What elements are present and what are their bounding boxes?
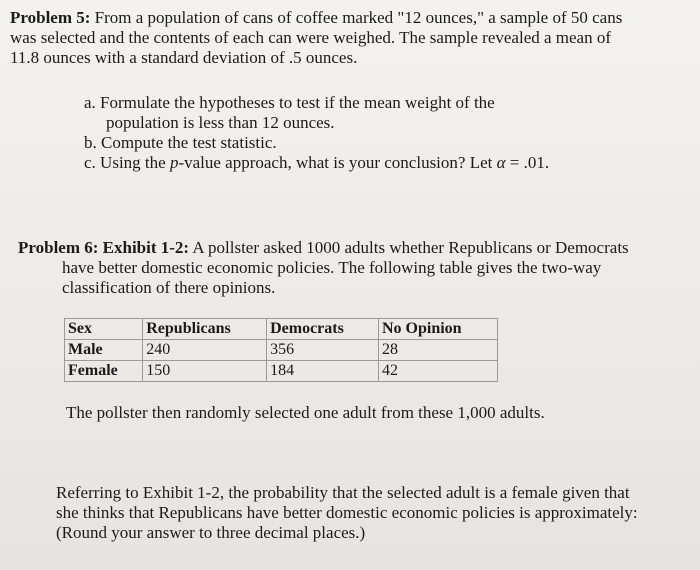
part-b: b. Compute the test statistic.: [84, 133, 277, 152]
problem-5-title: Problem 5:: [10, 8, 91, 27]
opinion-table: [64, 318, 498, 382]
part-c: c. Using the p-value approach, what is your conclusion? Let α = .01.: [84, 153, 550, 172]
question-line-2: she thinks that Republicans have better domestic economic policies is approximately:: [56, 503, 638, 522]
table-header-row: [65, 319, 498, 340]
header-republicans: Republicans: [143, 319, 267, 340]
header-no-opinion: No Opinion: [378, 319, 497, 340]
cell-male-no-opinion: 28: [378, 340, 497, 361]
problem-5-parts: [84, 93, 684, 173]
problem-6-title: Problem 6: Exhibit 1-2:: [18, 238, 190, 257]
cell-male-republicans: 240: [143, 340, 267, 361]
problem-6-line-2: have better domestic economic policies. The following table gives the two-way: [62, 258, 602, 277]
problem-6-statement: [18, 238, 688, 298]
part-a-line-2: population is less than 12 ounces.: [106, 113, 335, 132]
question-text: [56, 483, 676, 543]
problem-5-statement: [10, 8, 690, 68]
table-row: [65, 340, 498, 361]
header-democrats: Democrats: [267, 319, 379, 340]
table-row: [65, 361, 498, 382]
row-label-female: Female: [65, 361, 143, 382]
question-line-1: Referring to Exhibit 1-2, the probability that the selected adult is a female given that: [56, 483, 630, 502]
cell-female-no-opinion: 42: [378, 361, 497, 382]
problem-5-line-2: was selected and the contents of each can were weighed. The sample revealed a mean of: [10, 28, 612, 47]
question-line-3: (Round your answer to three decimal places.): [56, 523, 366, 542]
cell-male-democrats: 356: [267, 340, 379, 361]
cell-female-republicans: 150: [143, 361, 267, 382]
problem-5-line-3: 11.8 ounces with a standard deviation of .5 ounces.: [10, 48, 358, 67]
part-a-line-1: a. Formulate the hypotheses to test if the mean weight of the: [84, 93, 495, 112]
problem-5-line-1: From a population of cans of coffee marked "12 ounces," a sample of 50 cans: [90, 8, 623, 27]
pollster-text: The pollster then randomly selected one adult from these 1,000 adults.: [66, 403, 545, 422]
header-sex: Sex: [65, 319, 143, 340]
cell-female-democrats: 184: [267, 361, 379, 382]
problem-6-line-3: classification of there opinions.: [62, 278, 276, 297]
row-label-male: Male: [65, 340, 143, 361]
problem-6-line-1: A pollster asked 1000 adults whether Republicans or Democrats: [189, 238, 629, 257]
